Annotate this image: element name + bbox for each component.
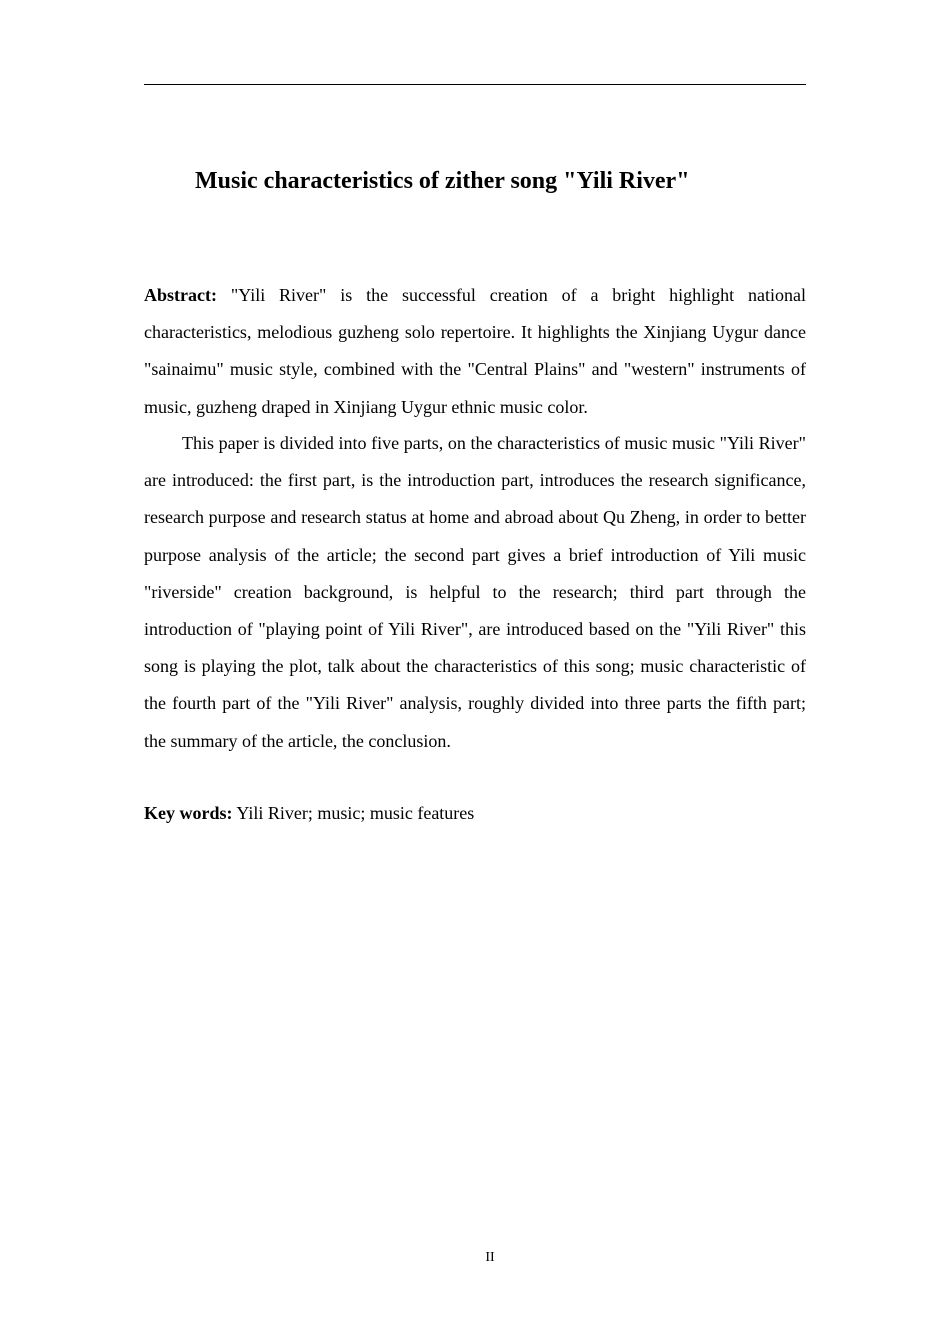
body-paragraph: This paper is divided into five parts, on the characteristics of music music "Yili River" are introduced: the first part, is the introduction part, introduces the research significance, research purpose and research status at home and abroad about Qu Zheng, in order to better purpose analysis of the article; the second part gives a brief introduction of Yili music "riverside" creation background, is helpful to the research; third part through the introduction of "playing point of Yili River", are introduced based on the "Yili River" this song is playing the plot, talk about the characteristics of this song; music characteristic of the fourth part of the "Yili River" analysis, roughly divided into three parts the fifth part; the summary of the article, the conclusion. [144,433,806,751]
keywords-label: Key words: [144,803,233,823]
keywords-line [144,795,806,832]
abstract-paragraph [144,277,806,426]
abstract-label: Abstract: [144,285,217,305]
document-title: Music characteristics of zither song "Yili River" [195,168,690,194]
abstract-text: "Yili River" is the successful creation of a bright highlight national characteristics, melodious guzheng solo repertoire. It highlights the Xinjiang Uygur dance "sainaimu" music style, combined with the "Central Plains" and "western" instruments of music, guzheng draped in Xinjiang Uygur ethnic music color. [144,285,806,417]
header-rule [144,84,806,85]
page-number: II [485,1250,495,1265]
keywords-text: Yili River; music; music features [236,803,475,823]
